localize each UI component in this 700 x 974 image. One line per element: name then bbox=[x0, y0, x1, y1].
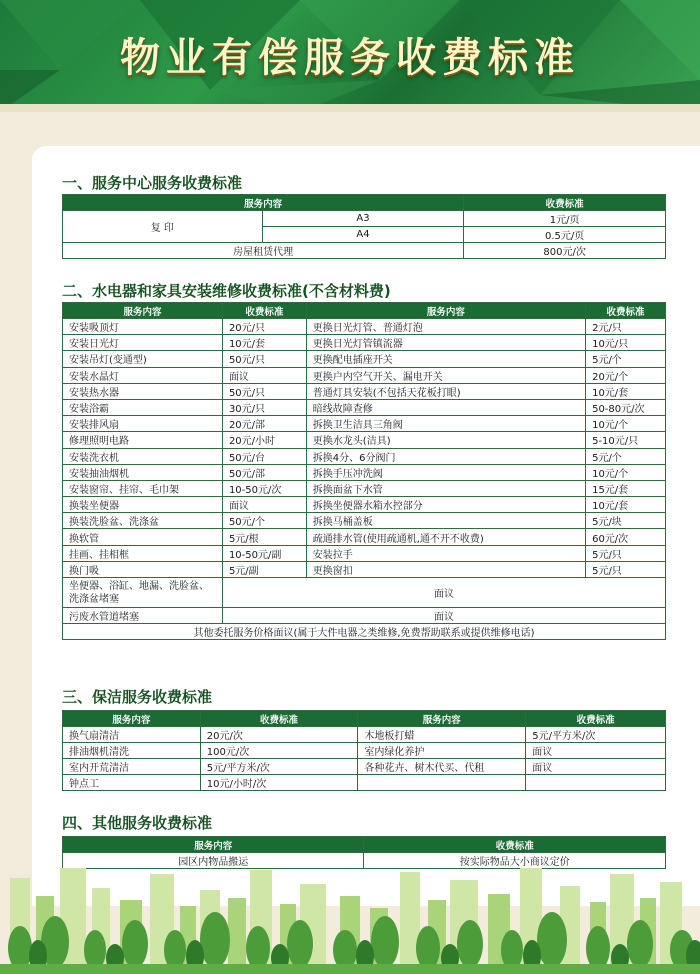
section3-title: 三、保洁服务收费标准 bbox=[62, 688, 213, 706]
section4-header-content: 服务内容 bbox=[63, 837, 364, 853]
header-stripe bbox=[0, 104, 700, 112]
service-item: 换门吸 bbox=[63, 561, 223, 577]
table-row bbox=[63, 775, 666, 791]
copy-a4-price: 0.5元/页 bbox=[464, 227, 666, 243]
section1-title: 一、服务中心服务收费标准 bbox=[62, 174, 243, 192]
toilet-blockage-price: 面议 bbox=[222, 578, 665, 608]
table-row bbox=[63, 243, 666, 259]
service-item: 拆换手压冲洗阀 bbox=[306, 464, 585, 480]
service-price: 20元/部 bbox=[222, 416, 306, 432]
service-item: 安装吊灯(变通型) bbox=[63, 351, 223, 367]
service-item: 普通灯具安装(不包括天花板打眼) bbox=[306, 383, 585, 399]
table-row bbox=[63, 448, 666, 464]
cleaning-price: 20元/次 bbox=[200, 727, 358, 743]
table-row bbox=[63, 497, 666, 513]
copy-a4: A4 bbox=[262, 227, 464, 243]
service-item: 安装日光灯 bbox=[63, 335, 223, 351]
cleaning-price: 5元/平方米/次 bbox=[526, 727, 666, 743]
service-item: 安装窗帘、挂帘、毛巾架 bbox=[63, 480, 223, 496]
service-item: 安装洗衣机 bbox=[63, 448, 223, 464]
moving-price: 按实际物品大小商议定价 bbox=[364, 853, 666, 869]
service-item: 换装坐便器 bbox=[63, 497, 223, 513]
section2-title: 二、水电器和家具安装维修收费标准(不含材料费) bbox=[62, 282, 391, 300]
cleaning-price: 5元/平方米/次 bbox=[200, 759, 358, 775]
cleaning-item: 木地板打蜡 bbox=[358, 727, 526, 743]
rental-price: 800元/次 bbox=[464, 243, 666, 259]
table-row bbox=[63, 335, 666, 351]
table-row bbox=[63, 383, 666, 399]
service-item: 拆换面盆下水管 bbox=[306, 480, 585, 496]
cleaning-price: 100元/次 bbox=[200, 743, 358, 759]
section4-title: 四、其他服务收费标准 bbox=[62, 814, 213, 832]
service-price: 2元/只 bbox=[586, 319, 666, 335]
service-price: 10元/个 bbox=[586, 416, 666, 432]
section2-header-content-2: 服务内容 bbox=[306, 303, 585, 319]
service-price: 5元/只 bbox=[586, 545, 666, 561]
service-item: 安装吸顶灯 bbox=[63, 319, 223, 335]
service-price: 50元/只 bbox=[222, 383, 306, 399]
section3-header-content-2: 服务内容 bbox=[358, 711, 526, 727]
table-row bbox=[63, 416, 666, 432]
section3-table bbox=[62, 710, 666, 791]
service-item: 挂画、挂相框 bbox=[63, 545, 223, 561]
table-row bbox=[63, 211, 666, 227]
service-price: 50元/个 bbox=[222, 513, 306, 529]
service-price: 5元/个 bbox=[586, 448, 666, 464]
copy-a3: A3 bbox=[262, 211, 464, 227]
table-row bbox=[63, 529, 666, 545]
service-item: 安装水晶灯 bbox=[63, 367, 223, 383]
cleaning-price: 面议 bbox=[526, 759, 666, 775]
service-item: 疏通排水管(使用疏通机,通不开不收费) bbox=[306, 529, 585, 545]
cleaning-item: 各种花卉、树木代买、代租 bbox=[358, 759, 526, 775]
service-item: 安装抽油烟机 bbox=[63, 464, 223, 480]
table-row bbox=[63, 578, 666, 608]
service-item: 拆换4分、6分阀门 bbox=[306, 448, 585, 464]
service-price: 5元/块 bbox=[586, 513, 666, 529]
service-item: 暗线故障查修 bbox=[306, 399, 585, 415]
cleaning-price bbox=[526, 775, 666, 791]
table-row bbox=[63, 624, 666, 640]
copy-label: 复 印 bbox=[63, 211, 263, 243]
footer-decoration bbox=[0, 860, 700, 974]
service-item: 安装浴霸 bbox=[63, 399, 223, 415]
service-item: 换装洗脸盆、洗涤盆 bbox=[63, 513, 223, 529]
service-price: 5元/只 bbox=[586, 561, 666, 577]
service-price: 60元/次 bbox=[586, 529, 666, 545]
cleaning-item: 钟点工 bbox=[63, 775, 201, 791]
section1-header-price: 收费标准 bbox=[464, 195, 666, 211]
service-item: 拆换马桶盖板 bbox=[306, 513, 585, 529]
service-item: 更换水龙头(洁具) bbox=[306, 432, 585, 448]
service-price: 10元/只 bbox=[586, 335, 666, 351]
page-title: 物业有偿服务收费标准 bbox=[120, 35, 580, 81]
cleaning-item: 室内绿化养护 bbox=[358, 743, 526, 759]
service-item: 安装拉手 bbox=[306, 545, 585, 561]
service-item: 更换日光灯管、普通灯泡 bbox=[306, 319, 585, 335]
section3-header-price-1: 收费标准 bbox=[200, 711, 358, 727]
service-price: 10-50元/次 bbox=[222, 480, 306, 496]
section1-header-content: 服务内容 bbox=[63, 195, 464, 211]
service-price: 10元/套 bbox=[222, 335, 306, 351]
rental-item: 房屋租赁代理 bbox=[63, 243, 464, 259]
service-price: 5元/根 bbox=[222, 529, 306, 545]
table-row bbox=[63, 399, 666, 415]
service-price: 面议 bbox=[222, 367, 306, 383]
table-row bbox=[63, 561, 666, 577]
copy-a3-price: 1元/页 bbox=[464, 211, 666, 227]
service-price: 50-80元/次 bbox=[586, 399, 666, 415]
table-row bbox=[63, 367, 666, 383]
table-row bbox=[63, 464, 666, 480]
table-row bbox=[63, 319, 666, 335]
service-price: 50元/部 bbox=[222, 464, 306, 480]
toilet-line1: 坐便器、浴缸、地漏、洗脸盆、 bbox=[69, 580, 209, 592]
service-price: 10元/套 bbox=[586, 383, 666, 399]
service-item: 安装排风扇 bbox=[63, 416, 223, 432]
city-skyline-illustration bbox=[0, 860, 700, 974]
section2-table bbox=[62, 302, 666, 640]
service-item: 更换日光灯管镇流器 bbox=[306, 335, 585, 351]
service-price: 10元/套 bbox=[586, 497, 666, 513]
service-item: 拆换卫生洁具三角阀 bbox=[306, 416, 585, 432]
table-row bbox=[63, 743, 666, 759]
table-row bbox=[63, 727, 666, 743]
section1-table bbox=[62, 194, 666, 259]
section2-note: 其他委托服务价格面议(属于大件电器之类维修,免费帮助联系或提供维修电话) bbox=[63, 624, 666, 640]
cleaning-price: 10元/小时/次 bbox=[200, 775, 358, 791]
service-price: 面议 bbox=[222, 497, 306, 513]
sewage-item: 污废水管道堵塞 bbox=[63, 608, 223, 624]
section2-header-content-1: 服务内容 bbox=[63, 303, 223, 319]
service-price: 30元/只 bbox=[222, 399, 306, 415]
table-row bbox=[63, 759, 666, 775]
service-price: 20元/小时 bbox=[222, 432, 306, 448]
table-row bbox=[63, 513, 666, 529]
service-price: 50元/只 bbox=[222, 351, 306, 367]
service-item: 更换配电插座开关 bbox=[306, 351, 585, 367]
service-price: 50元/台 bbox=[222, 448, 306, 464]
moving-item: 园区内物品搬运 bbox=[63, 853, 364, 869]
service-price: 10-50元/副 bbox=[222, 545, 306, 561]
cleaning-item: 换气扇清洁 bbox=[63, 727, 201, 743]
section2-header-price-2: 收费标准 bbox=[586, 303, 666, 319]
service-price: 5-10元/只 bbox=[586, 432, 666, 448]
toilet-line2: 洗涤盆堵塞 bbox=[69, 593, 119, 605]
sewage-price: 面议 bbox=[222, 608, 665, 624]
table-row bbox=[63, 545, 666, 561]
service-item: 安装热水器 bbox=[63, 383, 223, 399]
cleaning-item: 排油烟机清洗 bbox=[63, 743, 201, 759]
section3-header-content-1: 服务内容 bbox=[63, 711, 201, 727]
section2-header-price-1: 收费标准 bbox=[222, 303, 306, 319]
service-price: 20元/只 bbox=[222, 319, 306, 335]
table-row bbox=[63, 432, 666, 448]
table-row bbox=[63, 351, 666, 367]
cleaning-item bbox=[358, 775, 526, 791]
cleaning-item: 室内开荒清洁 bbox=[63, 759, 201, 775]
table-row bbox=[63, 480, 666, 496]
service-item: 更换窗扣 bbox=[306, 561, 585, 577]
cleaning-price: 面议 bbox=[526, 743, 666, 759]
table-row bbox=[63, 608, 666, 624]
section3-header-price-2: 收费标准 bbox=[526, 711, 666, 727]
service-item: 更换户内空气开关、漏电开关 bbox=[306, 367, 585, 383]
service-item: 拆换坐便器水箱水控部分 bbox=[306, 497, 585, 513]
service-item: 换软管 bbox=[63, 529, 223, 545]
service-price: 20元/个 bbox=[586, 367, 666, 383]
service-price: 5元/副 bbox=[222, 561, 306, 577]
service-price: 10元/个 bbox=[586, 464, 666, 480]
toilet-blockage-item bbox=[63, 578, 223, 608]
service-item: 修理照明电路 bbox=[63, 432, 223, 448]
service-price: 15元/套 bbox=[586, 480, 666, 496]
section4-header-price: 收费标准 bbox=[364, 837, 666, 853]
service-price: 5元/个 bbox=[586, 351, 666, 367]
